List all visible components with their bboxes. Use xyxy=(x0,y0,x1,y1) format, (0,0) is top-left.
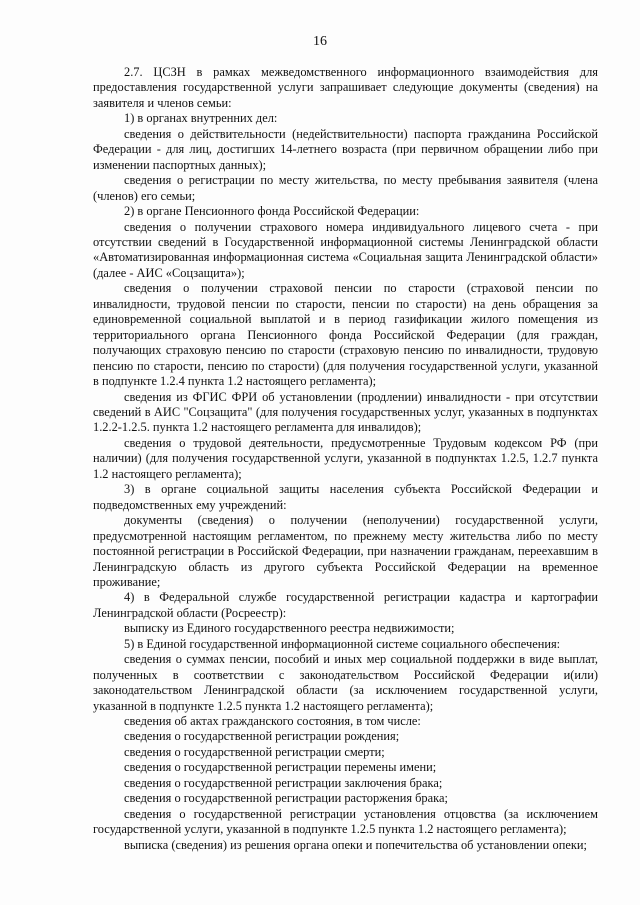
paragraph: сведения о трудовой деятельности, предусмотренные Трудовым кодексом РФ (при наличии) (для получения государственной услуги, указанной в подпунктах 1.2.5, 1.2.7 пункта 1.2 настоящего регламента); xyxy=(93,435,598,481)
document-body xyxy=(93,65,598,853)
paragraph: документы (сведения) о получении (неполучении) государственной услуги, предусмотренной настоящим регламентом, по прежнему месту жительства либо по месту постоянной регистрации в Российской Федерации, при назначении гражданам, переехавшим в Ленинградскую область из другого субъекта Российской Федерации на временное проживание; xyxy=(93,513,598,589)
page-number: 16 xyxy=(313,34,327,49)
paragraph: 3) в органе социальной защиты населения субъекта Российской Федерации и подведомственных ему учреждений: xyxy=(93,482,598,512)
paragraph: 5) в Единой государственной информационной системе социального обеспечения: xyxy=(124,636,561,651)
paragraph: сведения о получении страховой пенсии по старости (страховой пенсии по инвалидности, трудовой пенсии по старости, пенсии по старости) на день обращения за единовременной социальной выплатой и в период газификации жилого помещения из территориального органа Пенсионного фонда Российской Федерации (для граждан, получающих страховую пенсию по старости (страховую пенсию по инвалидности, трудовую пенсию по старости, пенсию по старости) (для получения государственной услуги, указанной в подпункте 1.2.4 пункта 1.2 настоящего регламента); xyxy=(93,281,598,389)
paragraph: сведения о суммах пенсии, пособий и иных мер социальной поддержки в виде выплат, полученных в соответствии с законодательством Российской Федерации и(или) законодательством Ленинградской области (за исключением государственной услуги, указанной в подпункте 1.2.5 пункта 1.2 настоящего регламента); xyxy=(93,652,598,713)
paragraph: 1) в органах внутренних дел: xyxy=(124,111,278,126)
paragraph: сведения из ФГИС ФРИ об установлении (продлении) инвалидности - при отсутствии сведений в АИС "Соцзащита" (для получения государственных услуг, указанных в подпунктах 1.2.2-1.2.5. пункта 1.2 настоящего регламента для инвалидов); xyxy=(93,389,598,435)
paragraph: сведения о получении страхового номера индивидуального лицевого счета - при отсутствии сведений в Государственной информационной системы Ленинградской области «Автоматизированная информационная система «Социальная защита Ленинградской области» (далее - АИС «Соцзащита»); xyxy=(93,219,598,280)
paragraph: сведения о государственной регистрации рождения; xyxy=(124,729,400,744)
paragraph: выписка (сведения) из решения органа опеки и попечительства об установлении опеки; xyxy=(124,837,587,852)
paragraph: сведения о государственной регистрации заключения брака; xyxy=(124,775,443,790)
paragraph: сведения о действительности (недействительности) паспорта гражданина Российской Федерации - для лиц, достигших 14-летнего возраста (при первичном обращении либо при изменении паспортных данных); xyxy=(93,126,598,172)
paragraph: 4) в Федеральной службе государственной регистрации кадастра и картографии Ленинградской области (Росреестр): xyxy=(93,590,598,620)
paragraph: сведения о регистрации по месту жительства, по месту пребывания заявителя (члена (членов) его семьи; xyxy=(93,173,598,203)
paragraph: выписку из Единого государственного реестра недвижимости; xyxy=(124,621,455,636)
paragraph: 2.7. ЦСЗН в рамках межведомственного информационного взаимодействия для предоставления государственной услуги запрашивает следующие документы (сведения) на заявителя и членов семьи: xyxy=(93,65,598,110)
paragraph: сведения о государственной регистрации установления отцовства (за исключением государственной услуги, указанной в подпункте 1.2.5 пункта 1.2 настоящего регламента); xyxy=(93,806,598,837)
paragraph: 2) в органе Пенсионного фонда Российской Федерации: xyxy=(124,204,420,219)
paragraph: сведения о государственной регистрации перемены имени; xyxy=(124,760,437,775)
paragraph: сведения об актах гражданского состояния, в том числе: xyxy=(124,714,421,729)
paragraph: сведения о государственной регистрации смерти; xyxy=(124,744,385,759)
paragraph: сведения о государственной регистрации расторжения брака; xyxy=(124,791,448,806)
